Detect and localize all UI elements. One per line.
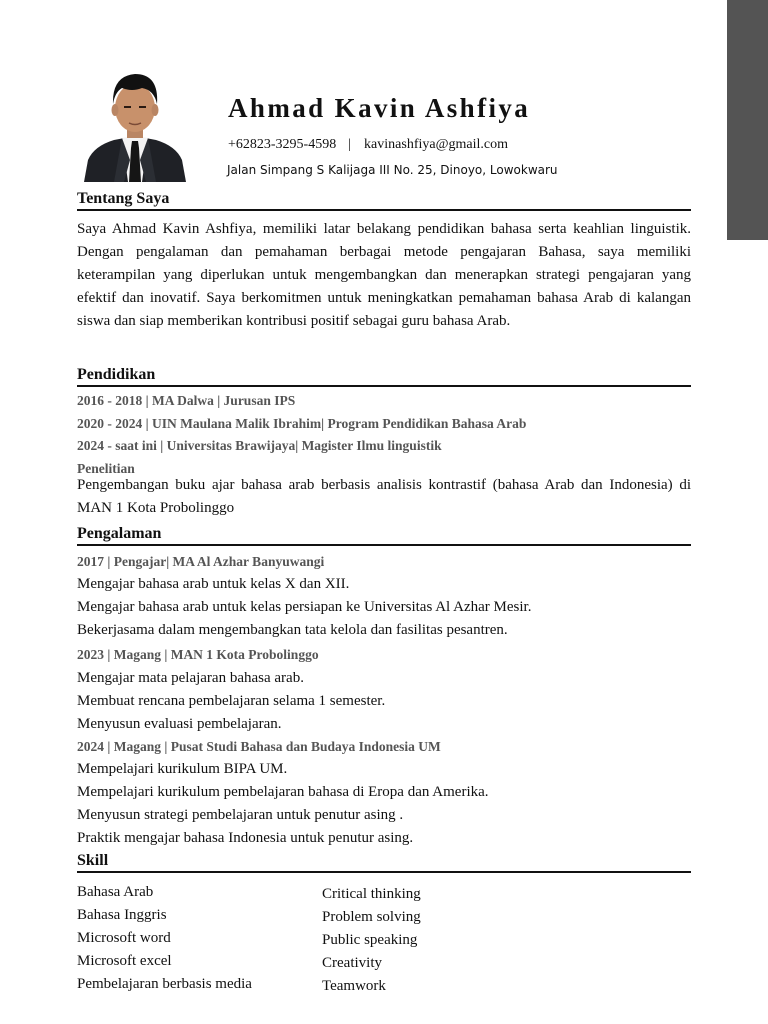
research-text: Pengembangan buku ajar bahasa arab berbasis analisis kontrastif (bahasa Arab dan Indonesia) di MAN 1 Kota Probolinggo <box>77 477 691 516</box>
email-address: kavinashfiya@gmail.com <box>364 137 508 152</box>
skill-item: Public speaking <box>322 932 418 948</box>
job-heading: 2023 | Magang | MAN 1 Kota Probolinggo <box>77 647 319 662</box>
skill-item: Critical thinking <box>322 886 421 902</box>
experience-section-title: Pengalaman <box>77 524 691 546</box>
phone-number: +62823-3295-4598 <box>228 137 337 152</box>
job-item: Mempelajari kurikulum pembelajaran bahasa di Eropa dan Amerika. <box>77 784 489 800</box>
candidate-name: Ahmad Kavin Ashfiya <box>228 93 531 123</box>
skill-section-title: Skill <box>77 851 691 873</box>
education-entry: 2024 - saat ini | Universitas Brawijaya| Magister Ilmu linguistik <box>77 438 442 453</box>
skill-item: Microsoft excel <box>77 953 172 969</box>
skill-item: Creativity <box>322 955 382 971</box>
profile-photo <box>84 70 186 182</box>
job-item: Mengajar bahasa arab untuk kelas persiapan ke Universitas Al Azhar Mesir. <box>77 599 532 615</box>
job-item: Menyusun strategi pembelajaran untuk penutur asing . <box>77 807 404 823</box>
education-section-title: Pendidikan <box>77 365 691 387</box>
home-address: Jalan Simpang S Kalijaga III No. 25, Dinoyo, Lowokwaru <box>227 163 558 177</box>
skill-item: Pembelajaran berbasis media <box>77 976 252 992</box>
job-item: Mengajar bahasa arab untuk kelas X dan XII. <box>77 576 350 592</box>
job-item: Bekerjasama dalam mengembangkan tata kelola dan fasilitas pesantren. <box>77 622 508 638</box>
research-label: Penelitian <box>77 461 135 476</box>
job-item: Menyusun evaluasi pembelajaran. <box>77 716 282 732</box>
skill-item: Microsoft word <box>77 930 171 946</box>
skill-item: Bahasa Inggris <box>77 907 167 923</box>
job-heading: 2017 | Pengajar| MA Al Azhar Banyuwangi <box>77 554 325 569</box>
skill-item: Bahasa Arab <box>77 884 154 900</box>
about-section-title: Tentang Saya <box>77 189 691 211</box>
job-item: Membuat rencana pembelajaran selama 1 semester. <box>77 693 386 709</box>
job-item: Mempelajari kurikulum BIPA UM. <box>77 761 288 777</box>
contact-line <box>228 137 508 153</box>
scrollbar-thumb[interactable] <box>727 0 768 240</box>
skill-item: Teamwork <box>322 978 386 994</box>
skill-item: Problem solving <box>322 909 421 925</box>
contact-separator: | <box>348 137 352 152</box>
job-heading: 2024 | Magang | Pusat Studi Bahasa dan Budaya Indonesia UM <box>77 739 441 754</box>
job-item: Mengajar mata pelajaran bahasa arab. <box>77 670 304 686</box>
job-item: Praktik mengajar bahasa Indonesia untuk penutur asing. <box>77 830 414 846</box>
about-paragraph: Saya Ahmad Kavin Ashfiya, memiliki latar belakang pendidikan bahasa serta keahlian linguistik. Dengan pengalaman dan pemahaman berbagai metode pengajaran Bahasa, saya memiliki keterampilan yang diperlukan untuk mengembangkan dan menerapkan strategi pengajaran yang efektif dan inovatif. Saya berkomitmen untuk meningkatkan pemahaman bahasa Arab di kalangan siswa dan siap memberikan kontribusi positif sebagai guru bahasa Arab. <box>77 221 691 329</box>
education-entry: 2016 - 2018 | MA Dalwa | Jurusan IPS <box>77 393 296 408</box>
education-entry: 2020 - 2024 | UIN Maulana Malik Ibrahim| Program Pendidikan Bahasa Arab <box>77 416 527 431</box>
